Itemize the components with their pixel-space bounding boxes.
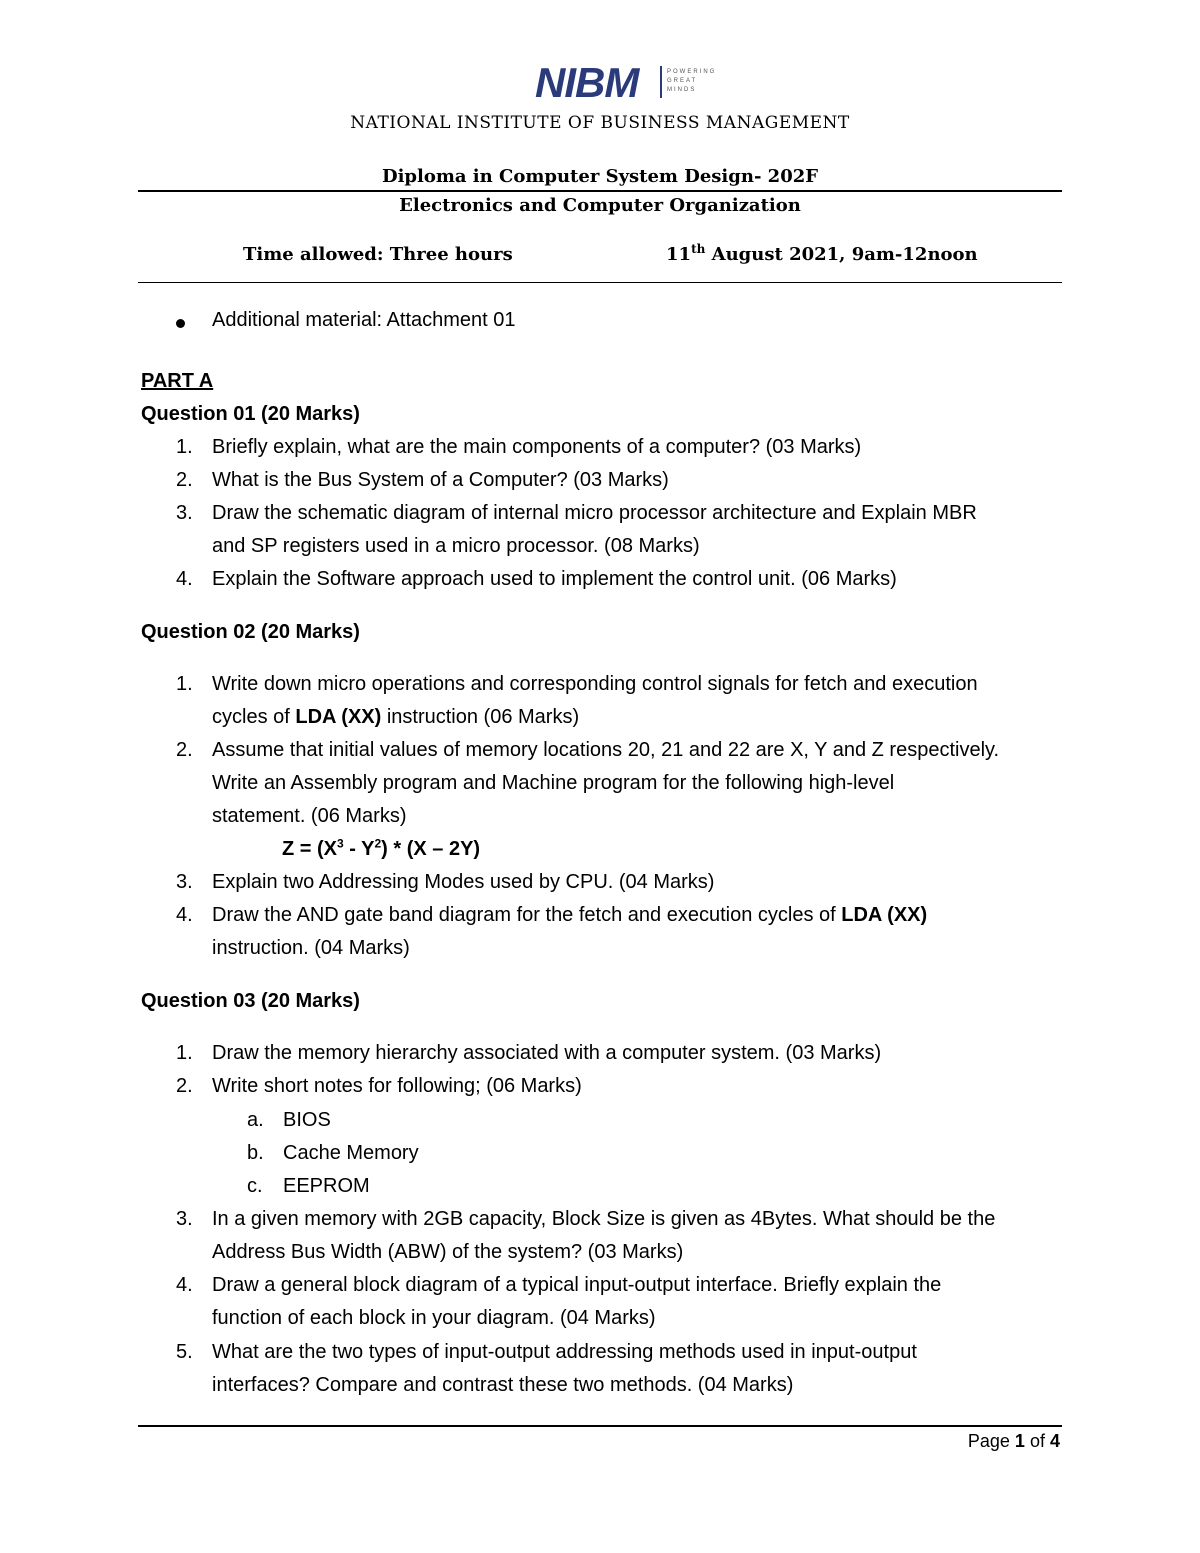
- sub-letter: b.: [247, 1142, 264, 1164]
- list-number: 4.: [176, 904, 193, 926]
- list-item: Explain the Software approach used to implement the control unit. (06 Marks): [212, 568, 897, 590]
- list-number: 5.: [176, 1341, 193, 1363]
- list-item: Briefly explain, what are the main components of a computer? (03 Marks): [212, 436, 862, 458]
- list-item: What are the two types of input-output addressing methods used in input-output: [212, 1341, 917, 1363]
- list-number: 4.: [176, 1274, 193, 1296]
- list-item-continued: function of each block in your diagram. (04 Marks): [212, 1307, 656, 1329]
- additional-material: Additional material: Attachment 01: [212, 309, 516, 331]
- list-number: 3.: [176, 502, 193, 524]
- sub-letter: c.: [247, 1175, 263, 1197]
- header-divider-top: [138, 190, 1062, 192]
- list-number: 1.: [176, 1042, 193, 1064]
- sub-item: EEPROM: [283, 1175, 370, 1197]
- footer-divider: [138, 1425, 1062, 1427]
- sub-letter: a.: [247, 1109, 264, 1131]
- program-title: Diploma in Computer System Design- 202F: [381, 166, 819, 187]
- nibm-logo: [535, 50, 735, 106]
- list-item: Assume that initial values of memory locations 20, 21 and 22 are X, Y and Z respectively.: [212, 739, 1000, 761]
- list-item-continued: instruction. (04 Marks): [212, 937, 410, 959]
- list-item: Draw the AND gate band diagram for the fetch and execution cycles of LDA (XX): [212, 904, 928, 926]
- list-number: 3.: [176, 871, 193, 893]
- list-number: 2.: [176, 1075, 193, 1097]
- list-number: 1.: [176, 436, 193, 458]
- list-item: In a given memory with 2GB capacity, Block Size is given as 4Bytes. What should be the: [212, 1208, 996, 1230]
- list-item-continued: cycles of LDA (XX) instruction (06 Marks): [212, 706, 580, 728]
- list-number: 2.: [176, 469, 193, 491]
- list-number: 2.: [176, 739, 193, 761]
- list-number: 4.: [176, 568, 193, 590]
- time-allowed: Time allowed: Three hours: [243, 244, 513, 265]
- list-item: What is the Bus System of a Computer? (03 Marks): [212, 469, 669, 491]
- list-item: Write down micro operations and corresponding control signals for fetch and execution: [212, 673, 978, 695]
- logo-tagline: POWERING GREAT MINDS: [667, 69, 717, 93]
- exam-date: 11th August 2021, 9am-12noon: [666, 242, 978, 265]
- list-item: Explain two Addressing Modes used by CPU. (04 Marks): [212, 871, 715, 893]
- question-03-title: Question 03 (20 Marks): [141, 990, 360, 1012]
- list-item-continued: interfaces? Compare and contrast these two methods. (04 Marks): [212, 1374, 794, 1396]
- list-item: Write short notes for following; (06 Marks): [212, 1075, 582, 1097]
- sub-item: Cache Memory: [283, 1142, 419, 1164]
- question-02-title: Question 02 (20 Marks): [141, 621, 360, 643]
- list-item: Draw the memory hierarchy associated with a computer system. (03 Marks): [212, 1042, 882, 1064]
- list-item: Draw a general block diagram of a typical input-output interface. Briefly explain the: [212, 1274, 942, 1296]
- formula: $Z = (X^3 - Y^2) * (X - 2Y)$: [282, 836, 481, 860]
- list-item-continued: Write an Assembly program and Machine program for the following high-level: [212, 772, 895, 794]
- page-number: Page 1 of 4: [967, 1431, 1060, 1451]
- subject-title: Electronics and Computer Organization: [399, 195, 801, 216]
- bullet-icon: [176, 319, 185, 328]
- list-number: 1.: [176, 673, 193, 695]
- list-item-continued: and SP registers used in a micro processor. (08 Marks): [212, 535, 700, 557]
- question-01-title: Question 01 (20 Marks): [141, 403, 360, 425]
- logo-brand: NIBM: [535, 59, 639, 106]
- list-number: 3.: [176, 1208, 193, 1230]
- header-divider-bottom: [138, 282, 1062, 283]
- part-heading: PART A: [141, 370, 214, 392]
- logo-divider: [660, 66, 662, 98]
- institute-name: NATIONAL INSTITUTE OF BUSINESS MANAGEMENT: [350, 113, 850, 133]
- list-item-continued: statement. (06 Marks): [212, 805, 407, 827]
- list-item-continued: Address Bus Width (ABW) of the system? (03 Marks): [212, 1241, 684, 1263]
- list-item: Draw the schematic diagram of internal micro processor architecture and Explain MBR: [212, 502, 977, 524]
- sub-item: BIOS: [283, 1109, 331, 1131]
